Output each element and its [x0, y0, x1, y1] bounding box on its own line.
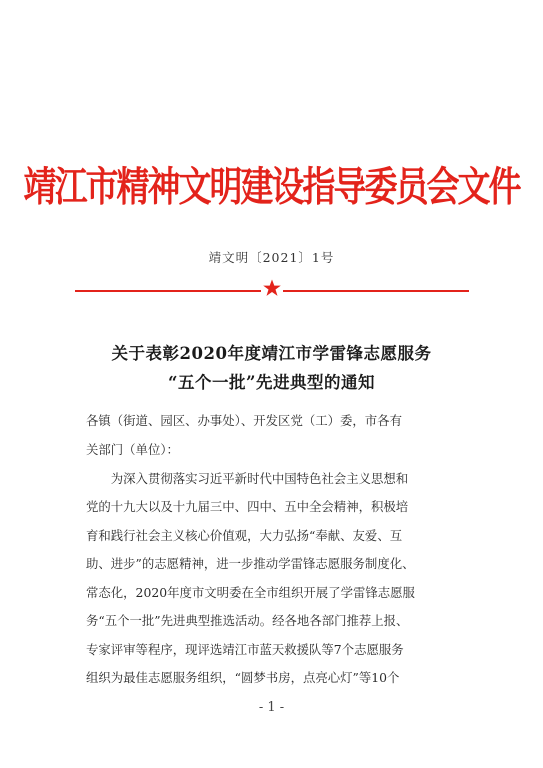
body-line: 育和践行社会主义核心价值观，大力弘扬“奉献、友爱、互	[86, 528, 403, 543]
body-line: 组织为最佳志愿服务组织，“圆梦书房，点亮心灯”等10个	[86, 670, 400, 685]
body-line: 各镇（街道、园区、办事处）、开发区党（工）委，市各有	[86, 413, 402, 428]
body-line: 务“五个一批”先进典型推选活动。经各地各部门推荐上报、	[86, 613, 409, 628]
body-line: 常态化，2020年度市文明委在全市组织开展了学雷锋志愿服	[86, 585, 415, 600]
red-divider-right	[283, 290, 469, 292]
body-line: 党的十九大以及十九届三中、四中、五中全会精神，积极培	[86, 499, 409, 514]
body-line: 为深入贯彻落实习近平新时代中国特色社会主义思想和	[86, 471, 409, 486]
document-number: 靖文明〔2021〕1号	[208, 250, 335, 265]
body-line: 助、进步”的志愿精神，进一步推动学雷锋志愿服务制度化、	[86, 556, 415, 571]
red-divider-left	[75, 290, 261, 292]
body-line: 专家评审等程序，现评选靖江市蓝天救援队等7个志愿服务	[86, 642, 404, 657]
document-header-title: 靖江市精神文明建设指导委员会文件	[23, 162, 520, 211]
red-star-icon	[262, 278, 282, 298]
body-line: 关部门（单位）：	[86, 442, 179, 457]
page-number: - 1 -	[258, 700, 285, 715]
notice-title-line-2: “五个一批”先进典型的通知	[168, 373, 375, 392]
notice-title-line-1: 关于表彰2020年度靖江市学雷锋志愿服务	[111, 344, 432, 363]
